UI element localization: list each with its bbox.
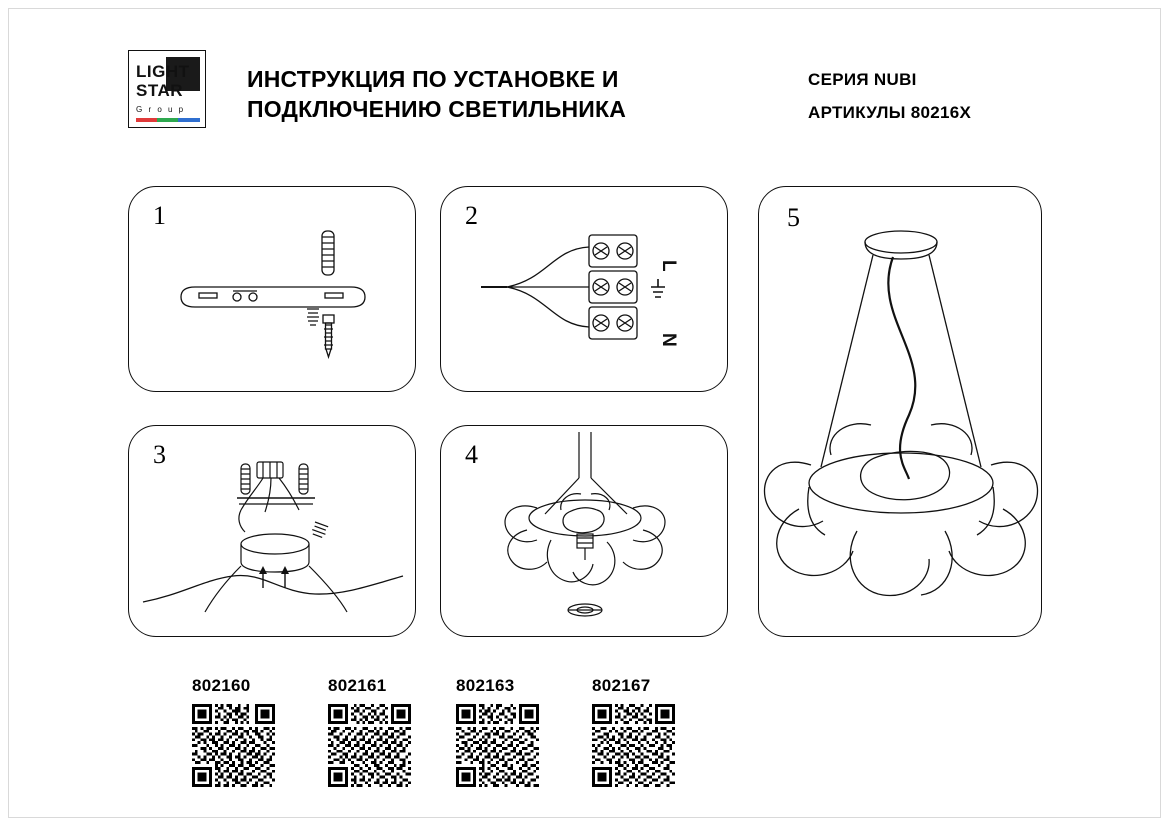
series-label: СЕРИЯ NUBI xyxy=(808,70,917,89)
article-label: АРТИКУЛЫ 80216X xyxy=(808,103,972,122)
step-2-illustration xyxy=(441,187,729,393)
step-3-illustration xyxy=(129,426,417,638)
logo-line-1: LIGHT xyxy=(136,62,190,81)
brand-logo xyxy=(128,50,206,128)
logo-line-3: G r o u p xyxy=(136,105,186,114)
qr-code-0 xyxy=(192,704,275,787)
step-1-illustration xyxy=(129,187,417,393)
earth-symbol-icon xyxy=(651,279,665,297)
qr-code-1 xyxy=(328,704,411,787)
page-title: ИНСТРУКЦИЯ ПО УСТАНОВКЕ И ПОДКЛЮЧЕНИЮ СВЕТИЛЬНИКА xyxy=(247,66,627,122)
step-number-3: 3 xyxy=(153,440,166,469)
step-number-5: 5 xyxy=(787,203,800,232)
qr-code-2 xyxy=(456,704,539,787)
step-card-5 xyxy=(758,186,1042,637)
terminal-label-L: L xyxy=(658,260,679,272)
step-5-illustration xyxy=(759,187,1043,638)
step-card-3 xyxy=(128,425,416,637)
step-number-2: 2 xyxy=(465,201,478,230)
code-label-2: 802163 xyxy=(456,676,515,695)
code-block-1 xyxy=(328,676,411,787)
step-card-2 xyxy=(440,186,728,392)
code-block-0 xyxy=(192,676,275,787)
code-label-3: 802167 xyxy=(592,676,651,695)
step-card-4 xyxy=(440,425,728,637)
logo-color-bar xyxy=(136,118,200,122)
step-4-illustration xyxy=(441,426,729,638)
step-number-4: 4 xyxy=(465,440,478,469)
logo-line-2: STAR xyxy=(136,81,184,100)
code-label-1: 802161 xyxy=(328,676,387,695)
step-card-1 xyxy=(128,186,416,392)
code-label-0: 802160 xyxy=(192,676,251,695)
terminal-label-N: N xyxy=(658,333,679,347)
step-number-1: 1 xyxy=(153,201,166,230)
code-block-3 xyxy=(592,676,675,787)
code-block-2 xyxy=(456,676,539,787)
qr-code-3 xyxy=(592,704,675,787)
